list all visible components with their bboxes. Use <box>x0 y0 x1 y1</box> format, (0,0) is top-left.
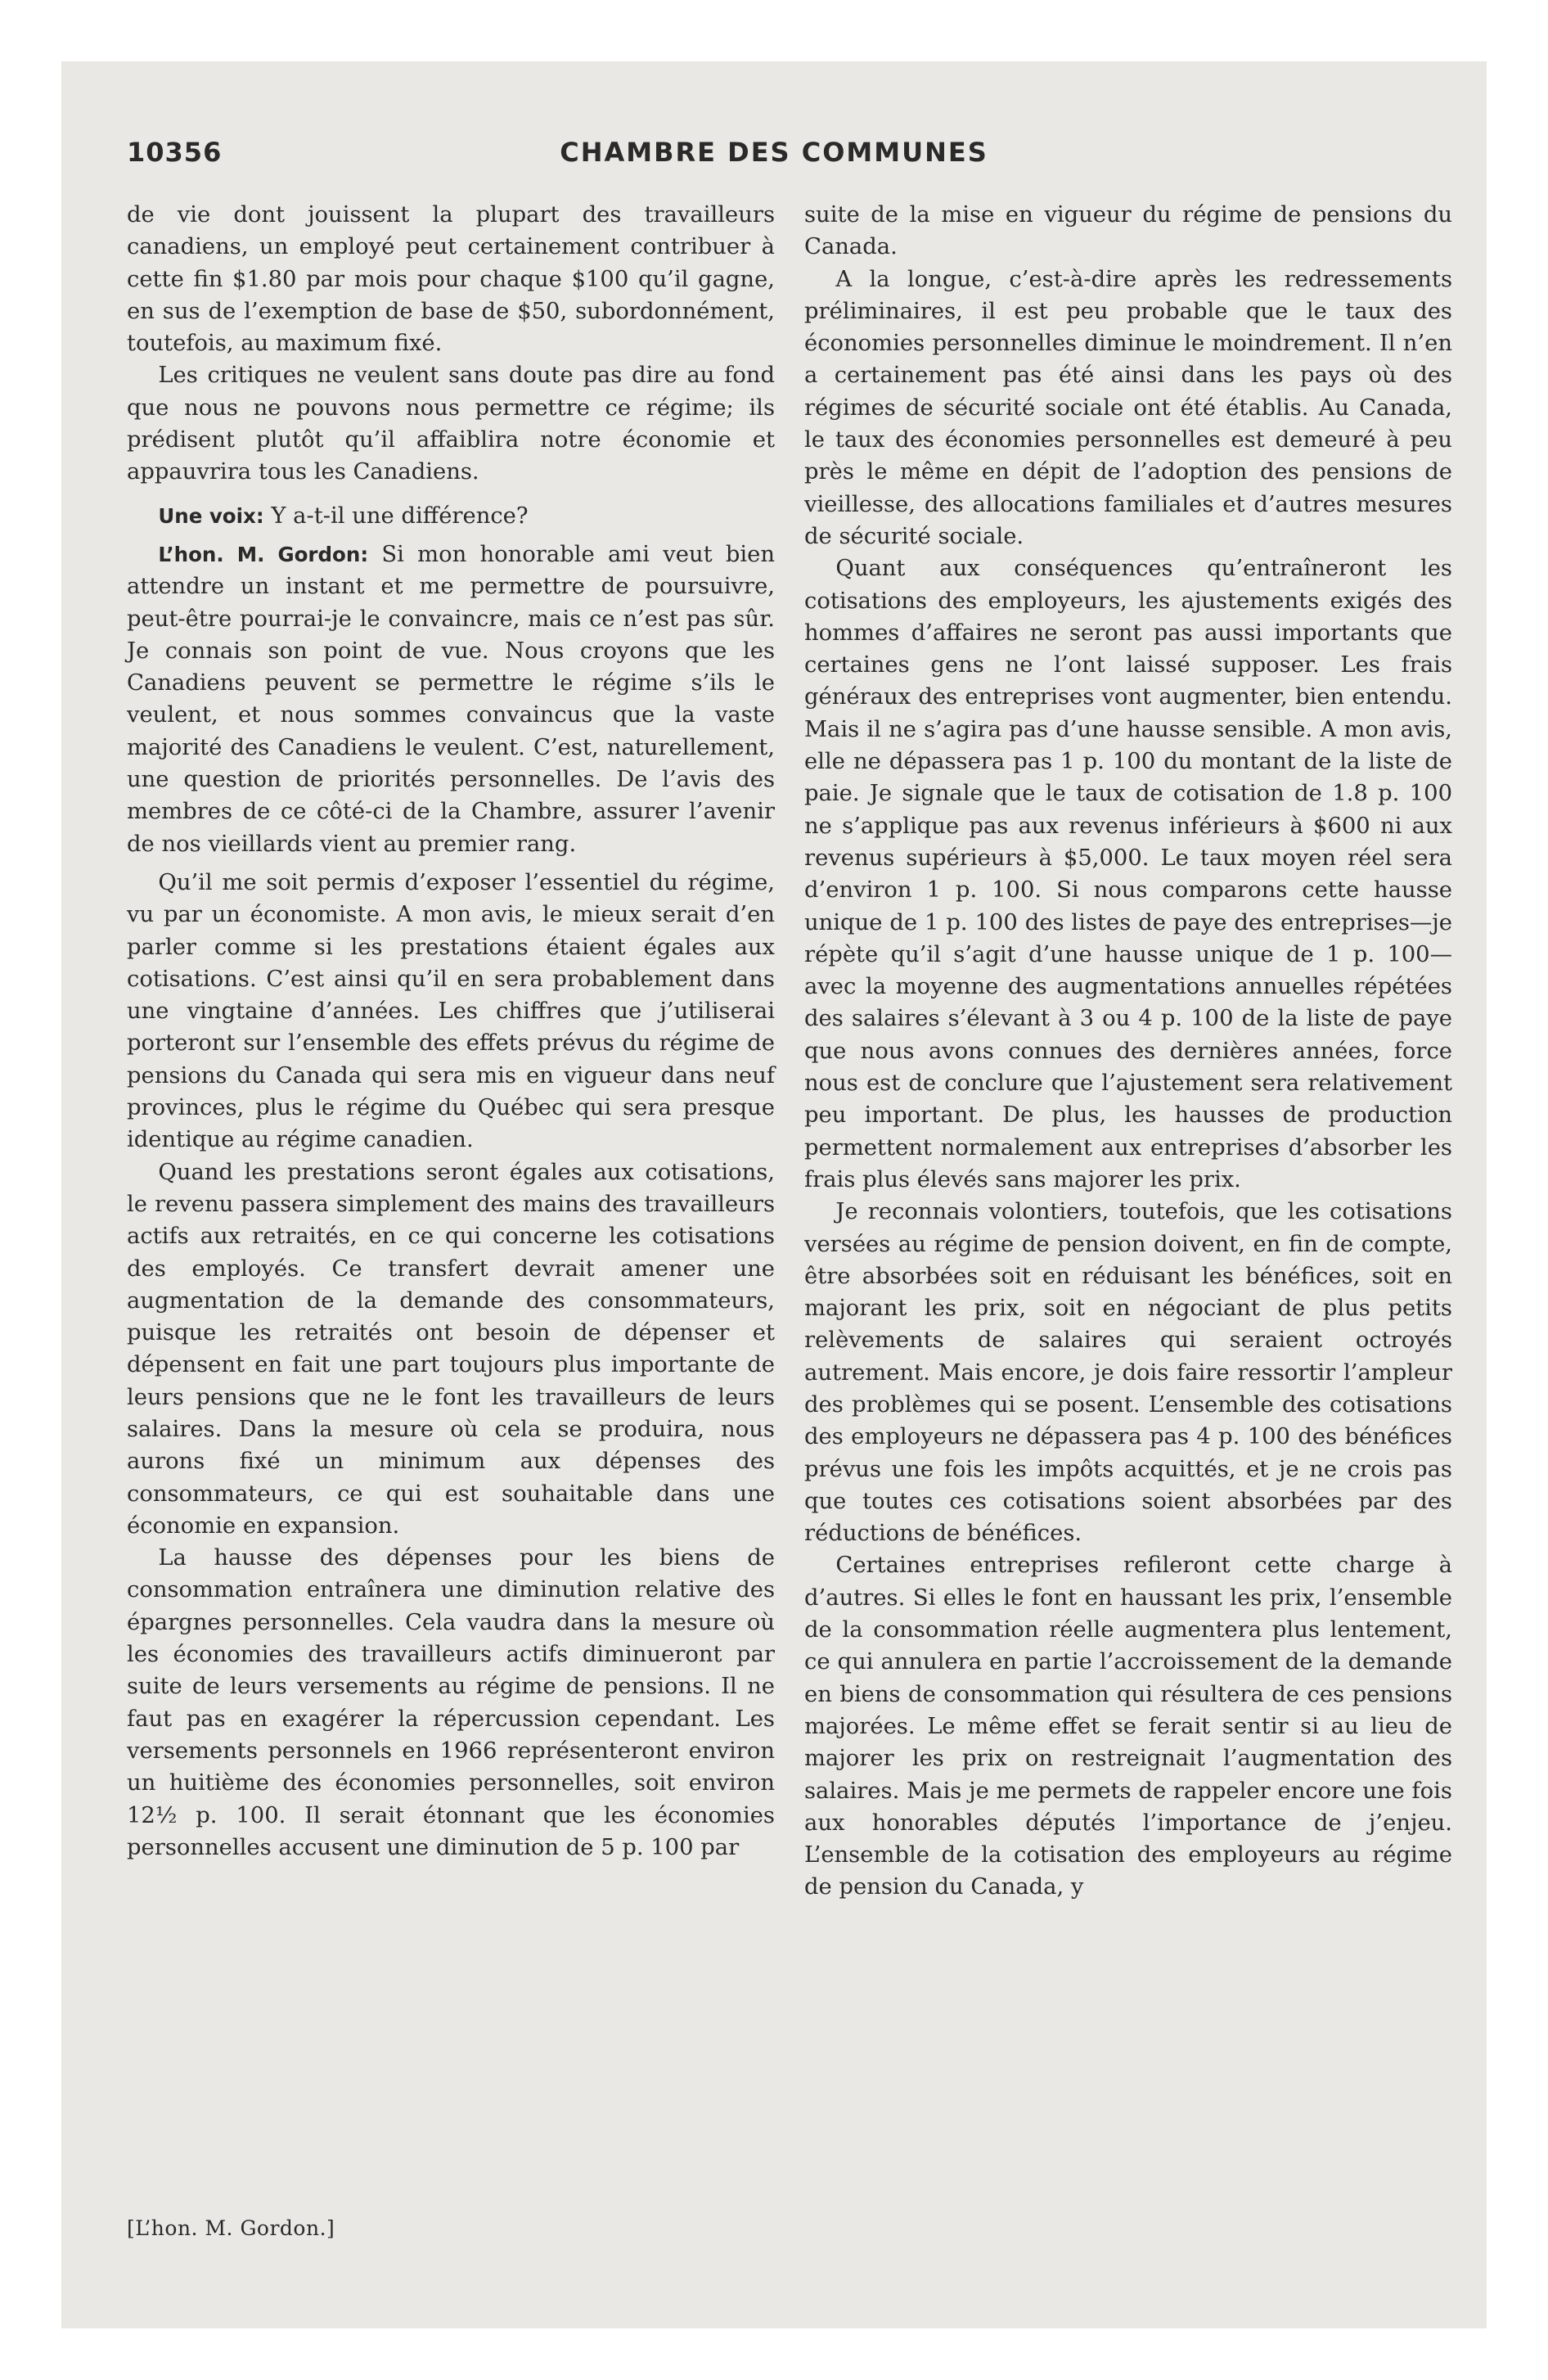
speech-text: Y a-t-il une différence? <box>271 503 529 529</box>
page-number: 10356 <box>127 137 223 168</box>
right-column <box>804 199 1452 1904</box>
paragraph: Les critiques ne veulent sans doute pas dire au fond que nous ne pouvons nous permettre ce régime; ils prédisent plutôt qu’il affaiblira notre économie et appauvrira tous les Canadiens. <box>127 363 775 485</box>
paragraph: Quant aux conséquences qu’entraîneront les cotisations des employeurs, les ajustements exigés des hommes d’affaires ne seront pas aussi importants que certaines gens ne l’ont laissé supposer. Les frais généraux des entreprises vont augmenter, bien entendu. Mais il ne s’agira pas d’une hausse sensible. A mon avis, elle ne dépassera pas 1 p. 100 du montant de la liste de paie. Je signale que le taux de cotisation de 1.8 p. 100 ne s’applique pas aux revenus inférieurs à $600 ni aux revenus supérieurs à $5,000. Le taux moyen réel sera d’environ 1 p. 100. Si nous comparons cette hausse unique de 1 p. 100 des listes de paye des entreprises—je répète qu’il s’agit d’une hausse unique de 1 p. 100—avec la moyenne des augmentations annuelles répétées des salaires s’élevant à 3 ou 4 p. 100 de la liste de paye que nous avons connues des dernières années, force nous est de conclure que l’ajustement sera relativement peu important. De plus, les hausses de production permettent normalement aux entreprises d’absorber les frais plus élevés sans majorer les prix. <box>804 556 1452 1192</box>
page <box>61 61 1487 2328</box>
paragraph: La hausse des dépenses pour les biens de consommation entraînera une diminution relative des épargnes personnelles. Cela vaudra dans la mesure où les économies des travailleurs actifs diminueront par suite de leurs versements au régime de pensions. Il ne faut pas en exagérer la répercussion cependant. Les versements personnels en 1966 représenteront environ un huitième des économies personnelles, soit environ 12½ p. 100. Il serait étonnant que les économies personnelles accusent une diminution de 5 p. 100 par <box>127 1545 775 1860</box>
speaker-name: Une voix: <box>158 503 264 528</box>
running-head: CHAMBRE DES COMMUNES <box>560 137 988 168</box>
interjection <box>127 500 775 532</box>
speaker-name: L’hon. M. Gordon: <box>158 542 369 566</box>
speech-text: Si mon honorable ami veut bien attendre un instant et me permettre de poursuivre, peut-être pourrai-je le convaincre, mais ce n’est pas sûr. Je connais son point de vue. Nous croyons que les Canadiens peuvent se permettre le régime s’ils le veulent, et nous sommes convaincus que la vaste majorité des Canadiens le veulent. C’est, naturellement, une question de priorités personnelles. De l’avis des membres de ce côté-ci de la Chambre, assurer l’avenir de nos vieillards vient au premier rang. <box>127 541 775 857</box>
paragraph: suite de la mise en vigueur du régime de pensions du Canada. <box>804 202 1452 260</box>
speaker-credit: [L’hon. M. Gordon.] <box>127 2216 335 2240</box>
paragraph: Qu’il me soit permis d’exposer l’essentiel du régime, vu par un économiste. A mon avis, le mieux serait d’en parler comme si les prestations étaient égales aux cotisations. C’est ainsi qu’il en sera probablement dans une vingtaine d’années. Les chiffres que j’utiliserai porteront sur l’ensemble des effets prévus du régime de pensions du Canada qui sera mis en vigueur dans neuf provinces, plus le régime du Québec qui sera presque identique au régime canadien. <box>127 869 775 1153</box>
paragraph: Je reconnais volontiers, toutefois, que les cotisations versées au régime de pension doivent, en fin de compte, être absorbées soit en réduisant les bénéfices, soit en majorant les prix, soit en négociant de plus petits relèvements de salaires qui seraient octroyés autrement. Mais encore, je dois faire ressortir l’ampleur des problèmes qui se posent. L’ensemble des cotisations des employeurs ne dépassera pas 4 p. 100 des bénéfices prévus une fois les impôts acquittés, et je ne crois pas que toutes ces cotisations soient absorbées par des réductions de bénéfices. <box>804 1199 1452 1547</box>
paragraph: Certaines entreprises refileront cette charge à d’autres. Si elles le font en haussant les prix, l’ensemble de la consommation réelle augmentera plus lentement, ce qui annulera en partie l’accroissement de la demande en biens de consommation qui résultera de ces pensions majorées. Le même effet se ferait sentir si au lieu de majorer les prix on restreignait l’augmentation des salaires. Mais je me permets de rappeler encore une fois aux honorables députés l’importance de j’enjeu. L’ensemble de la cotisation des employeurs au régime de pension du Canada, y <box>804 1553 1452 1900</box>
paragraph: Quand les prestations seront égales aux cotisations, le revenu passera simplement des mains des travailleurs actifs aux retraités, en ce qui concerne les cotisations des employés. Ce transfert devrait amener une augmentation de la demande des consommateurs, puisque les retraités ont besoin de dépenser et dépensent en fait une part toujours plus importante de leurs pensions que ne le font les travailleurs de leurs salaires. Dans la mesure où cela se produira, nous aurons fixé un minimum aux dépenses des consommateurs, ce qui est souhaitable dans une économie en expansion. <box>127 1159 775 1539</box>
left-column <box>127 199 775 1864</box>
speech <box>127 539 775 860</box>
paragraph: A la longue, c’est-à-dire après les redressements préliminaires, il est peu probable que le taux des économies personnelles diminue le moindrement. Il n’en a certainement pas été ainsi dans les pays où des régimes de sécurité sociale ont été établis. Au Canada, le taux des économies personnelles est demeuré à peu près le même en dépit de l’adoption des pensions de vieillesse, des allocations familiales et d’autres mesures de sécurité sociale. <box>804 266 1452 549</box>
paragraph: de vie dont jouissent la plupart des travailleurs canadiens, un employé peut certainement contribuer à cette fin $1.80 par mois pour chaque $100 qu’il gagne, en sus de l’exemption de base de $50, subordonnément, toutefois, au maximum fixé. <box>127 202 775 357</box>
